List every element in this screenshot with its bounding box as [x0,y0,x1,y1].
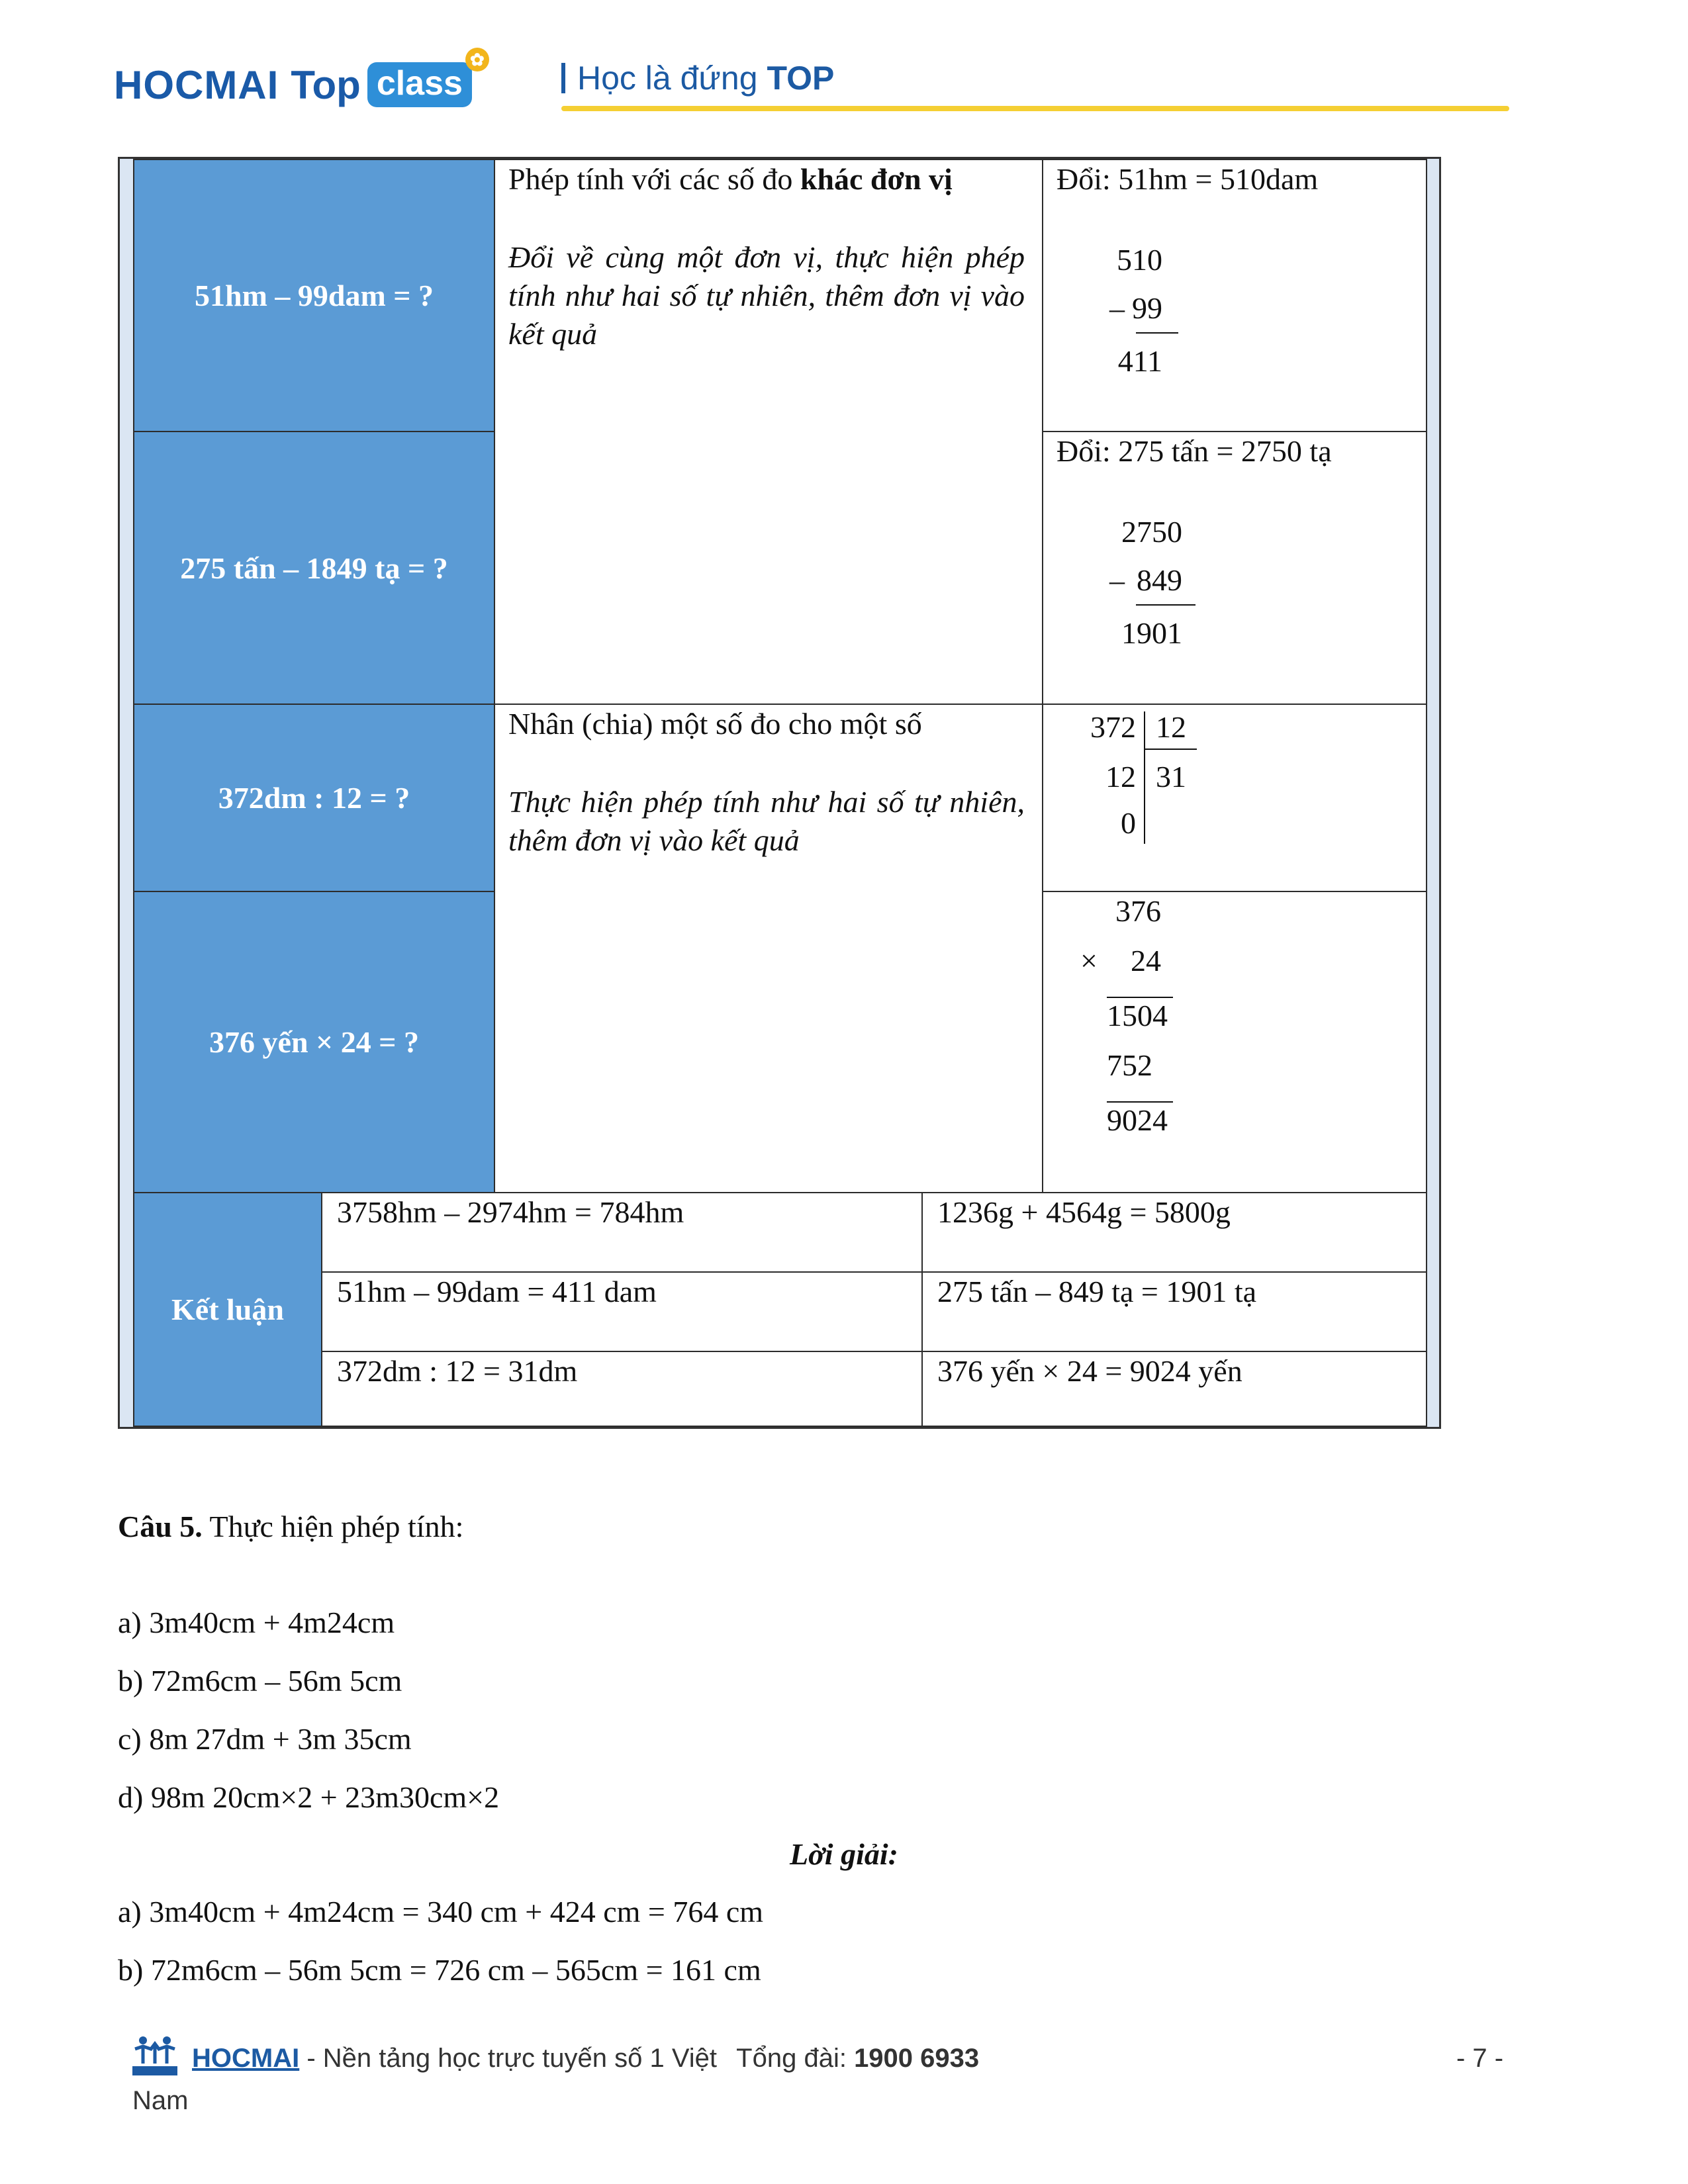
hocmai-topclass-logo [114,50,485,111]
hocmai-footer-logo-icon [131,2034,179,2078]
table-strip-right [1425,159,1439,1427]
conclusion-cell [321,1271,923,1352]
conclusion-text: 51hm – 99dam = 411 dam [337,1275,657,1308]
calc-2-line-1: 2750 [1121,515,1182,549]
method-1-title-plain: Phép tính với các số đo [508,162,793,196]
method-1-title [508,160,1025,199]
question-4: 376 yến × 24 = ? [209,1025,419,1059]
logo-class: class [376,64,463,103]
conclusion-text: 3758hm – 2974hm = 784hm [337,1195,684,1229]
method-2-desc: Thực hiện phép tính như hai số tự nhiên, thêm đơn vị vào kết quả [508,785,1025,857]
calc-1-line-1: 510 [1117,243,1162,277]
calc-1-op: – [1109,291,1125,325]
method-2-title: Nhân (chia) một số đo cho một số [508,707,922,741]
footer-brand-link[interactable]: HOCMAI [192,2044,300,2073]
mult-p2: 752 [1107,1048,1152,1082]
convert-2: Đổi: 275 tấn = 2750 tạ [1056,434,1332,468]
footer-hotline-label: Tổng đài: [736,2044,855,2073]
conclusion-label-cell [133,1192,322,1427]
method-1-title-bold: khác đơn vị [800,162,953,196]
slogan-divider [561,63,565,93]
calc-cell-1 [1042,159,1427,432]
division-rule [1144,749,1197,750]
question-5-text: Thực hiện phép tính: [209,1510,464,1543]
calc-1-rule [1136,332,1178,334]
division-divisor: 12 [1156,710,1186,744]
calc-2-line-3: 1901 [1121,616,1182,650]
star-icon: ✿ [465,48,489,71]
calc-1-line-3: 411 [1117,344,1162,378]
logo-top: Top [291,62,361,107]
method-1-desc: Đổi về cùng một đơn vị, thực hiện phép tính như hai số tự nhiên, thêm đơn vị vào kết quả [508,240,1025,351]
conclusion-cell [921,1192,1427,1273]
conclusion-cell [321,1351,923,1427]
division-bar [1144,711,1145,844]
question-3: 372dm : 12 = ? [218,781,410,815]
conclusion-cell [921,1271,1427,1352]
conclusion-text: 1236g + 4564g = 5800g [937,1195,1231,1229]
question-5-item: c) 8m 27dm + 3m 35cm [118,1722,412,1756]
logo-class-badge [367,50,485,107]
conclusion-text: 376 yến × 24 = 9024 yến [937,1354,1243,1388]
header-slogan [561,58,834,98]
question-5-item: b) 72m6cm – 56m 5cm [118,1664,402,1698]
conclusion-cell [321,1192,923,1273]
slogan-top: TOP [767,60,835,97]
table-strip-left [120,159,134,1427]
header-underline [561,106,1509,111]
question-1: 51hm – 99dam = ? [194,279,434,312]
calc-2-op: – [1109,563,1125,597]
conclusion-cell [921,1351,1427,1427]
division-quotient: 31 [1156,760,1186,794]
footer-hotline: 1900 6933 [854,2044,980,2073]
calc-2-rule [1136,604,1196,606]
calc-cell-3 [1042,704,1427,892]
solution-line: a) 3m40cm + 4m24cm = 340 cm + 424 cm = 764 cm [118,1895,764,1929]
logo-brand: HOCMAI [114,62,279,107]
method-cell-1 [494,159,1043,705]
footer-second-line: Nam [132,2086,189,2115]
calc-cell-4 [1042,891,1427,1193]
solution-title: Lời giải: [790,1837,898,1871]
question-5-item: a) 3m40cm + 4m24cm [118,1606,395,1639]
convert-1: Đổi: 51hm = 510dam [1056,162,1319,196]
calc-1-line-2: 99 [1132,291,1162,325]
page-number: - 7 - [1456,2044,1504,2073]
question-cell-1 [133,159,495,432]
question-cell-2 [133,431,495,705]
division-remainder: 0 [1121,806,1136,840]
question-5-heading [118,1509,463,1544]
solution-line: b) 72m6cm – 56m 5cm = 726 cm – 565cm = 161 cm [118,1953,761,1987]
conclusion-text: 372dm : 12 = 31dm [337,1354,578,1388]
slogan-text: Học là đứng [577,60,758,97]
question-cell-3 [133,704,495,892]
mult-b: 24 [1131,944,1161,978]
footer-tagline: - Nền tảng học trực tuyến số 1 Việt [299,2044,718,2073]
mult-a: 376 [1115,894,1161,928]
calc-cell-2 [1042,431,1427,705]
question-2: 275 tấn – 1849 tạ = ? [180,551,448,585]
conclusion-label: Kết luận [171,1293,284,1326]
division-dividend: 372 [1090,710,1136,744]
calc-2-line-2: 849 [1137,563,1182,597]
conclusion-text: 275 tấn – 849 tạ = 1901 tạ [937,1275,1257,1308]
footer-line [192,2044,979,2073]
mult-op: × [1080,944,1098,978]
mult-p1: 1504 [1107,999,1168,1032]
question-5-label: Câu 5. [118,1510,203,1543]
question-5-item: d) 98m 20cm×2 + 23m30cm×2 [118,1780,500,1814]
method-cell-2 [494,704,1043,1193]
division-product: 12 [1105,760,1136,794]
mult-result: 9024 [1107,1103,1168,1137]
question-cell-4 [133,891,495,1193]
